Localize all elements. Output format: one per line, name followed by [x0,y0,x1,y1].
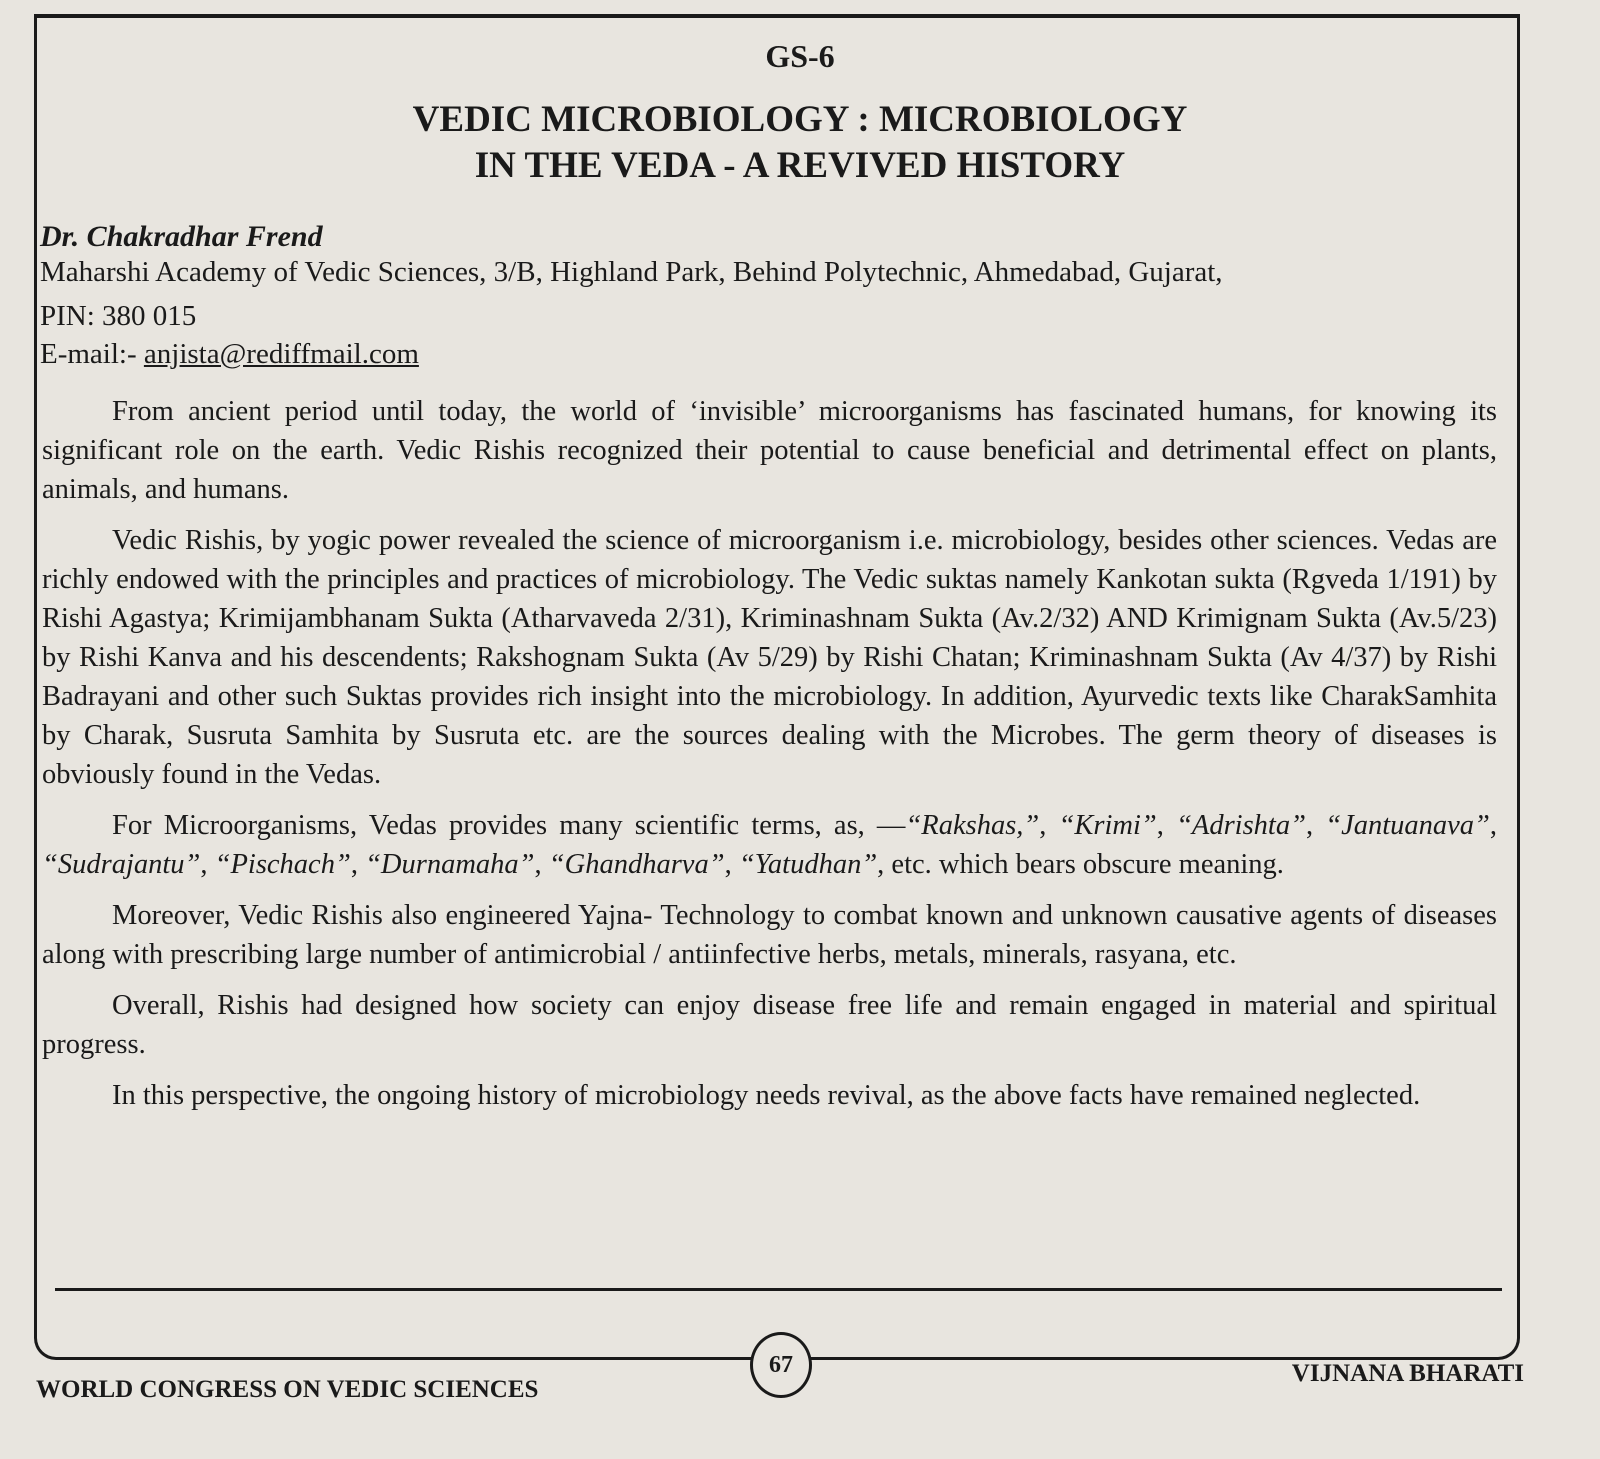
email-link[interactable]: anjista@rediffmail.com [143,338,419,370]
vedic-term: “Durnamaha” [365,849,535,880]
paragraph-5: Overall, Rishis had designed how society can enjoy disease free life and remain engaged in material and spiritual progress. [42,990,1497,1060]
paragraph-4: Moreover, Vedic Rishis also engineered Yajna- Technology to combat known and unknown causative agents of diseases along with prescribing large number of antimicrobial / antiinfective herbs, metals, minerals, rasyana, etc. [42,900,1497,970]
paragraph-2: Vedic Rishis, by yogic power revealed the science of microorganism i.e. microbiology, besides other sciences. Vedas are richly endowed with the principles and practices of microbiology. The Vedic suktas namely Kankotan sukta (Rgveda 1/191) by Rishi Agastya; Krimijambhanam Sukta (Atharvaveda 2/31), Kriminashnam Sukta (Av.2/32) AND Krimignam Sukta (Av.5/23) by Rishi Kanva and his descendents; Rakshognam Sukta (Av 5/29) by Rishi Chatan; Kriminashnam Sukta (Av 4/37) by Rishi Badrayani and other such Suktas provides rich insight into the microbiology. In addition, Ayurvedic texts like CharakSamhita by Charak, Susruta Samhita by Susruta etc. are the sources dealing with the Microbes. The germ theory of diseases is obviously found in the Vedas. [42,525,1497,790]
paragraph-1: From ancient period until today, the world of ‘invisible’ microorganisms has fascinated humans, for knowing its significant role on the earth. Vedic Rishis recognized their potential to cause beneficial and detrimental effect on plants, animals, and humans. [42,396,1497,505]
title-line-2: IN THE VEDA - A REVIVED HISTORY [474,145,1126,186]
bottom-rule [55,1288,1502,1291]
section-code: GS-6 [765,38,835,74]
article-body [42,392,1497,1127]
vedic-term: “Pischach” [214,849,351,880]
vedic-term: “Sudrajantu” [42,849,201,880]
vedic-term: “Jantuanava” [1325,810,1490,841]
vedic-term: “Yatudhan” [738,849,878,880]
email-label: E-mail:- [40,338,144,370]
page-number: 67 [750,1332,812,1398]
footer-right: VIJNANA BHARATI [1291,1360,1524,1387]
author-address: Maharshi Academy of Vedic Sciences, 3/B, Highland Park, Behind Polytechnic, Ahmedabad, Gujarat, [40,256,1223,288]
paragraph-3: For Microorganisms, Vedas provides many scientific terms, as, —“Rakshas,”, “Krimi”, “Adrishta”, “Jantuanava”, “Sudrajantu”, “Pischach”, “Durnamaha”, “Ghandharva”, “Yatudhan”, etc. which bears obscure meaning. [42,810,1498,880]
author-pin: PIN: 380 015 [40,300,197,332]
paragraph-6: In this perspective, the ongoing history of microbiology needs revival, as the above facts have remained neglected. [112,1080,1421,1111]
vedic-term: “Ghandharva” [548,849,725,880]
paragraph-3-outro: , etc. which bears obscure meaning. [877,849,1284,880]
vedic-term: “Krimi” [1058,810,1157,841]
vedic-term: “Rakshas,” [905,810,1040,841]
paragraph-3-intro: For Microorganisms, Vedas provides many scientific terms, as, — [112,810,906,841]
author-email-line [40,338,419,371]
author-name: Dr. Chakradhar Frend [40,220,323,253]
vedic-term: “Adrishta” [1176,810,1306,841]
title-line-1: VEDIC MICROBIOLOGY : MICROBIOLOGY [412,99,1188,140]
footer-left: WORLD CONGRESS ON VEDIC SCIENCES [36,1376,539,1403]
